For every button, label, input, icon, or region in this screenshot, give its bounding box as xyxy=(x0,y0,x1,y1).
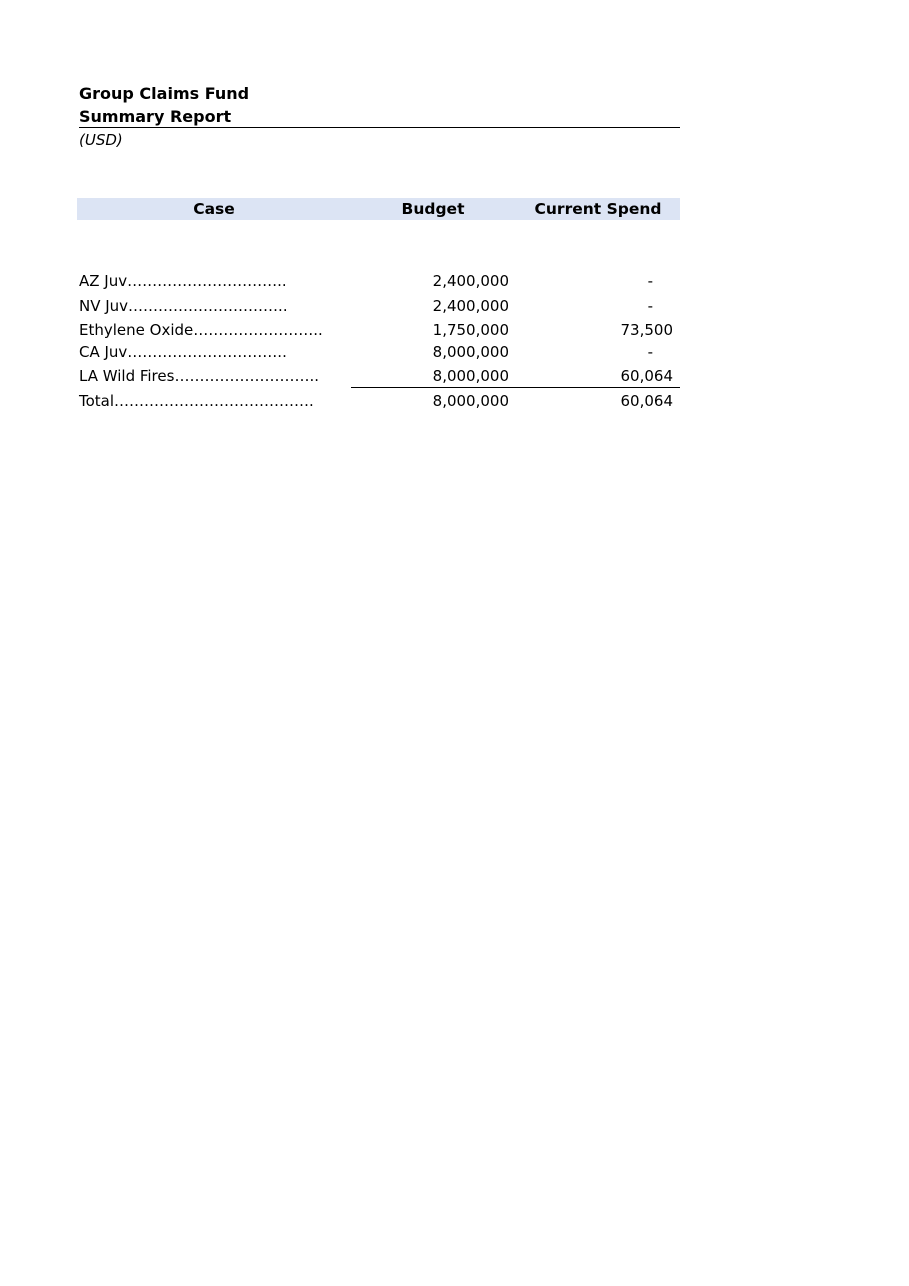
table-row xyxy=(0,341,909,363)
table-row xyxy=(0,270,909,292)
report-title: Group Claims Fund xyxy=(79,84,250,103)
total-budget-value: 8,000,000 xyxy=(432,392,509,410)
table-row xyxy=(0,365,909,387)
current-spend-value: - xyxy=(647,297,653,315)
current-spend-value: 73,500 xyxy=(620,321,673,339)
budget-value: 1,750,000 xyxy=(432,321,509,339)
total-row xyxy=(0,390,909,412)
case-name: NV Juv………………………….. xyxy=(79,297,288,315)
report-subtitle: Summary Report xyxy=(79,107,232,126)
current-spend-value: - xyxy=(647,343,653,361)
column-header-budget: Budget xyxy=(401,200,465,218)
current-spend-value: - xyxy=(647,272,653,290)
budget-value: 8,000,000 xyxy=(432,367,509,385)
table-row xyxy=(0,319,909,341)
case-name: LA Wild Fires……………………….. xyxy=(79,367,319,385)
total-separator-line xyxy=(351,387,680,388)
total-current-spend-value: 60,064 xyxy=(620,392,673,410)
case-name: AZ Juv………………………….. xyxy=(79,272,287,290)
column-header-current-spend: Current Spend xyxy=(534,200,662,218)
table-row xyxy=(0,295,909,317)
total-label: Total…………………………………. xyxy=(79,392,314,410)
current-spend-value: 60,064 xyxy=(620,367,673,385)
budget-value: 2,400,000 xyxy=(432,272,509,290)
budget-value: 8,000,000 xyxy=(432,343,509,361)
case-name: CA Juv………………………….. xyxy=(79,343,287,361)
currency-note: (USD) xyxy=(79,131,123,149)
budget-value: 2,400,000 xyxy=(432,297,509,315)
case-name: Ethylene Oxide…………………….. xyxy=(79,321,323,339)
column-header-case: Case xyxy=(193,200,235,218)
title-underline xyxy=(79,127,680,128)
